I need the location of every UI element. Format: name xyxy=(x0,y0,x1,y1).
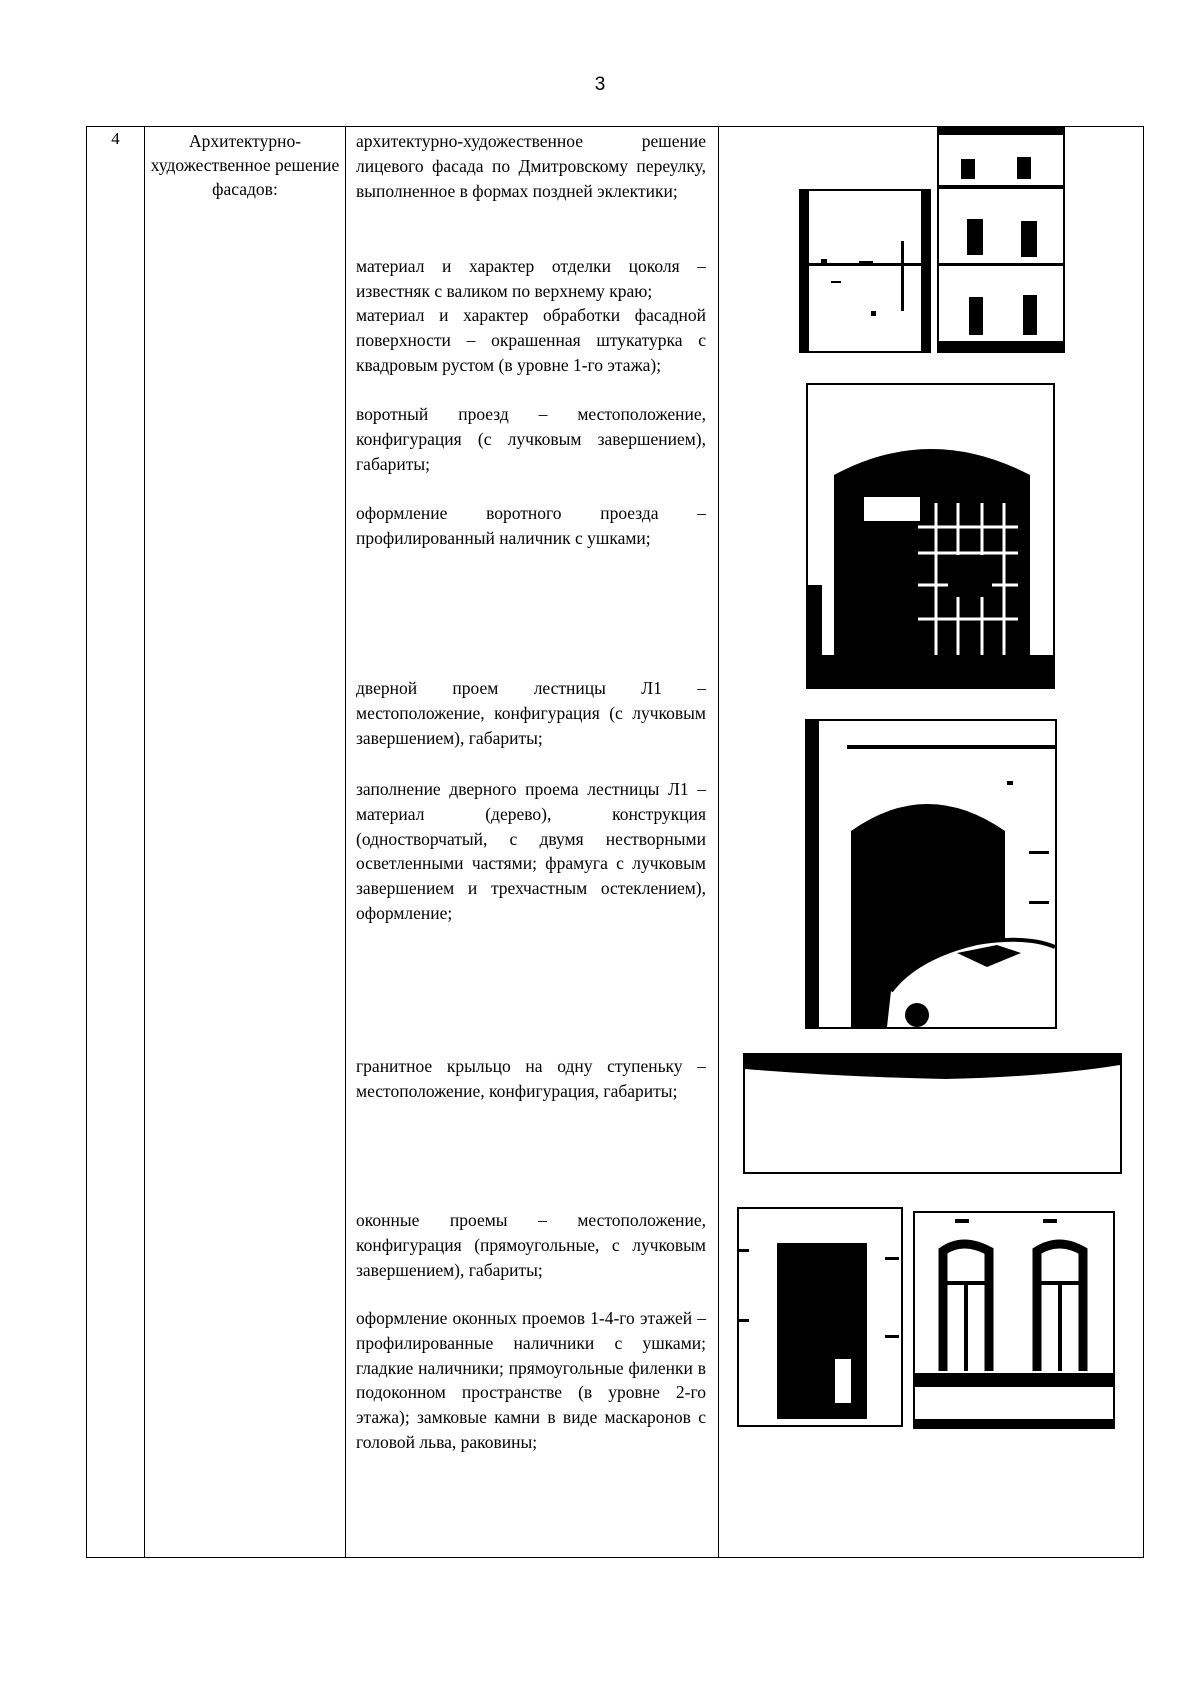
paragraph-surface: материал и характер обработки фасадной поверхности – окрашенная штукатурка с квадровым рустом (в уровне 1-го этажа); xyxy=(356,305,706,375)
description-cell xyxy=(346,127,719,1558)
table-row xyxy=(87,127,1144,1558)
paragraph-facade: архитектурно-художественное решение лицевого фасада по Дмитровскому переулку, выполненное в формах поздней эклектики; xyxy=(356,131,706,201)
row-number: 4 xyxy=(87,127,145,1558)
paragraph-door-fill: заполнение дверного проема лестницы Л1 – материал (дерево), конструкция (одностворчатый, с двумя нестворными осветленными частями; фрамуга с лучковым завершением и трехчастным остеклением), оформление; xyxy=(356,779,706,923)
paragraph-porch: гранитное крыльцо на одну ступеньку – местоположение, конфигурация, габариты; xyxy=(356,1056,706,1101)
gateway-photo xyxy=(806,383,1055,689)
page-number: 3 xyxy=(594,74,606,95)
features-table xyxy=(86,126,1144,1558)
window-pair-photo xyxy=(913,1211,1115,1429)
paragraph-plinth: материал и характер отделки цоколя – известняк с валиком по верхнему краю; xyxy=(356,256,706,301)
facade-fragment-photo xyxy=(799,189,931,353)
row-name: Архитектурно-художественное решение фасадов: xyxy=(145,127,346,1558)
porch-photo xyxy=(743,1053,1122,1174)
paragraph-doorway: дверной проем лестницы Л1 – местоположение, конфигурация (с лучковым завершением), габариты; xyxy=(356,678,706,748)
paragraph-windows: оконные проемы – местоположение, конфигурация (прямоугольные, с лучковым завершением), габариты; xyxy=(356,1210,706,1280)
window-dark-photo xyxy=(737,1207,903,1427)
paragraph-window-decor: оформление оконных проемов 1-4-го этажей – профилированные наличники с ушками; гладкие наличники; прямоугольные филенки в подоконном пространстве (в уровне 2-го этажа); замковые камни в виде маскаронов с головой льва, раковины; xyxy=(356,1308,706,1452)
paragraph-gateway: воротный проезд – местоположение, конфигурация (с лучковым завершением), габариты; xyxy=(356,404,706,474)
photos-cell xyxy=(719,127,1144,1558)
doorway-photo xyxy=(805,719,1057,1029)
facade-windows-photo xyxy=(937,127,1065,353)
paragraph-gateway-decor: оформление воротного проезда – профилированный наличник с ушками; xyxy=(356,503,706,548)
